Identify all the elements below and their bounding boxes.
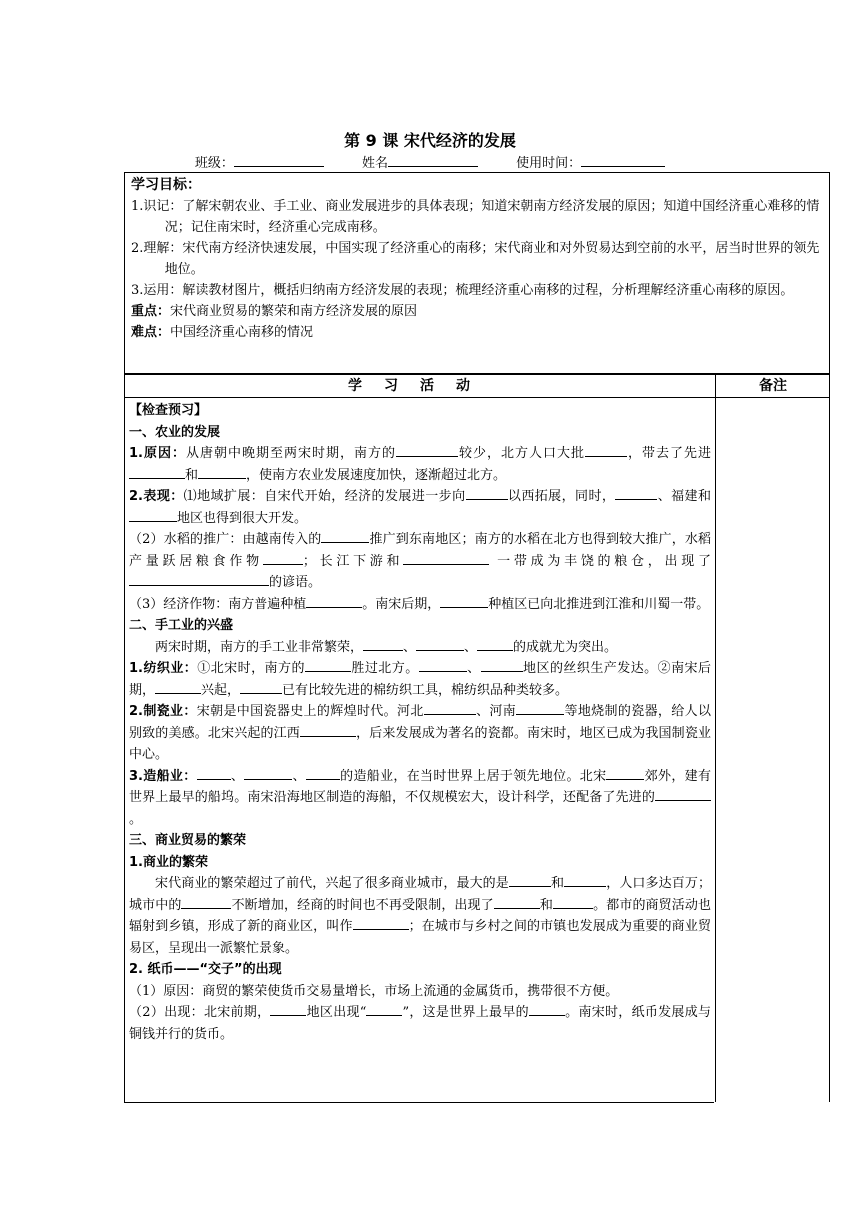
class-blank[interactable] [234, 153, 324, 167]
commerce-prosperity: 宋代商业的繁荣超过了前代，兴起了很多商业城市，最大的是 和 ，人口多达百万；城市中的 不断增加，经商的时间也不再受限制，出现了 和 。都市的商贸活动也辐射到乡镇，形成了新的商业区，叫作 ；在城市与乡村之间的市镇也发展成为重要的商业贸易区，呈现出一派繁忙景象。 [129, 873, 711, 959]
fill-blank[interactable] [424, 701, 476, 715]
agri-cause: 1.原因：从唐朝中晚期至两宋时期，南方的 较少，北方人口大批 ，带去了先进和 ，使南方农业发展速度加快，逐渐超过北方。 [129, 443, 711, 486]
fill-blank[interactable] [270, 1002, 306, 1016]
commerce-prosperity-heading: 1.商业的繁荣 [129, 854, 208, 870]
fill-blank[interactable] [585, 443, 627, 457]
fill-blank[interactable] [240, 680, 282, 694]
fill-blank[interactable] [129, 572, 269, 586]
fill-blank[interactable] [440, 594, 488, 608]
goal-item: 1.识记：了解宋朝农业、手工业、商业发展进步的具体表现；知道宋朝南方经济发展的原因；知道中国经济重心难移的情况；记住南宋时，经济重心完成南移。 [131, 199, 820, 235]
fill-blank[interactable] [396, 443, 458, 457]
handicraft-textile: 1.纺织业：①北宋时，南方的 胜过北方。 、 地区的丝织生产发达。②南宋后期， 兴起， 已有比较先进的棉纺织工具，棉纺织品种类较多。 [129, 658, 711, 701]
key-point-label: 重点： [131, 304, 171, 319]
page-title: 第 9 课 宋代经济的发展 [344, 131, 516, 150]
fill-blank[interactable] [529, 1002, 565, 1016]
fill-blank[interactable] [181, 895, 231, 909]
fill-blank[interactable] [129, 465, 185, 479]
fill-blank[interactable] [129, 508, 177, 522]
fill-blank[interactable] [494, 895, 540, 909]
name-label: 姓名 [361, 156, 388, 171]
fill-blank[interactable] [481, 658, 523, 672]
fill-blank[interactable] [321, 529, 369, 543]
agri-cash-crops: （3）经济作物：南方普遍种植 。南宋后期， 种植区已向北推进到江淮和川蜀一带。 [129, 594, 711, 616]
name-blank[interactable] [388, 153, 478, 167]
fill-blank[interactable] [606, 766, 644, 780]
fill-blank[interactable] [516, 701, 564, 715]
goal-item: 2.理解：宋代南方经济快速发展，中国实现了经济重心的南移；宋代商业和对外贸易达到空前的水平，居当时世界的领先地位。 [131, 241, 820, 277]
time-label: 使用时间： [516, 156, 582, 171]
section-handicraft: 二、手工业的兴盛 [129, 618, 234, 633]
section-commerce: 三、商业贸易的繁荣 [129, 833, 247, 848]
time-blank[interactable] [581, 153, 665, 167]
fill-blank[interactable] [477, 637, 513, 651]
difficult-point-label: 难点： [131, 325, 171, 340]
table-header [125, 374, 829, 398]
learning-goals-box [124, 172, 830, 374]
paper-money-cause: （1）原因：商贸的繁荣使货币交易量增长，市场上流通的金属货币，携带很不方便。 [129, 983, 619, 999]
preview-heading: 【检查预习】 [129, 403, 208, 418]
student-info-line [0, 152, 860, 171]
table-bottom-border [124, 1102, 714, 1103]
fill-blank[interactable] [353, 916, 409, 930]
fill-blank[interactable] [564, 873, 606, 887]
fill-blank[interactable] [263, 551, 303, 565]
fill-blank[interactable] [466, 486, 508, 500]
handicraft-porcelain: 2.制瓷业：宋朝是中国瓷器史上的辉煌时代。河北 、河南 等地烧制的瓷器，给人以别致的美感。北宋兴起的江西 ，后来发展成为著名的瓷都。南宋时，地区已成为我国制瓷业中心。 [129, 701, 711, 766]
fill-blank[interactable] [509, 873, 551, 887]
column-divider [715, 398, 716, 1102]
fill-blank[interactable] [419, 658, 467, 672]
agri-performance: 2.表现：⑴地域扩展：自宋代开始，经济的发展进一步向 以西拓展，同时， 、福建和地区也得到很大开发。 [129, 486, 711, 529]
handicraft-intro: 两宋时期，南方的手工业非常繁荣， 、 、 的成就尤为突出。 [129, 637, 711, 659]
fill-blank[interactable] [416, 637, 464, 651]
class-label: 班级： [194, 156, 234, 171]
section-agriculture: 一、农业的发展 [129, 424, 221, 440]
fill-blank[interactable] [244, 766, 292, 780]
fill-blank[interactable] [155, 680, 201, 694]
handicraft-shipbuilding: 3.造船业： 、 、 的造船业，在当时世界上居于领先地位。北宋 郊外，建有世界上最早的船坞。南宋沿海地区制造的海船，不仅规模宏大，设计科学，还配备了先进的。 [129, 766, 711, 831]
activity-column-header: 学习活动 [348, 378, 492, 394]
fill-blank[interactable] [553, 895, 593, 909]
difficult-point-text: 中国经济重心南移的情况 [170, 325, 314, 340]
agri-rice: （2）水稻的推广：由越南传入的 推广到东南地区；南方的水稻在北方也得到较大推广，水稻产量跃居粮食作物 ；长江下游和 一带成为丰饶的粮仓，出现了的谚语。 [129, 529, 711, 594]
fill-blank[interactable] [197, 766, 231, 780]
activity-table [124, 374, 830, 1102]
fill-blank[interactable] [615, 486, 657, 500]
fill-blank[interactable] [306, 766, 340, 780]
goals-heading: 学习目标： [131, 177, 201, 193]
fill-blank[interactable] [366, 1002, 402, 1016]
fill-blank[interactable] [300, 723, 356, 737]
paper-money-heading: 2. 纸币——“交子”的出现 [129, 962, 282, 977]
goal-item: 3.运用：解读教材图片，概括归纳南方经济发展的表现；梳理经济重心南移的过程，分析理解经济重心南移的原因。 [131, 283, 794, 298]
fill-blank[interactable] [305, 658, 351, 672]
activity-content [129, 400, 711, 1045]
fill-blank[interactable] [198, 465, 246, 479]
key-point-text: 宋代商业贸易的繁荣和南方经济发展的原因 [170, 304, 418, 319]
fill-blank[interactable] [655, 787, 711, 801]
fill-blank[interactable] [306, 594, 362, 608]
paper-money-appearance: （2）出现：北宋前期， 地区出现“ ”，这是世界上最早的 。南宋时，纸币发展成与铜钱并行的货币。 [129, 1002, 711, 1045]
fill-blank[interactable] [403, 551, 489, 565]
fill-blank[interactable] [363, 637, 403, 651]
notes-column-header: 备注 [715, 375, 830, 397]
